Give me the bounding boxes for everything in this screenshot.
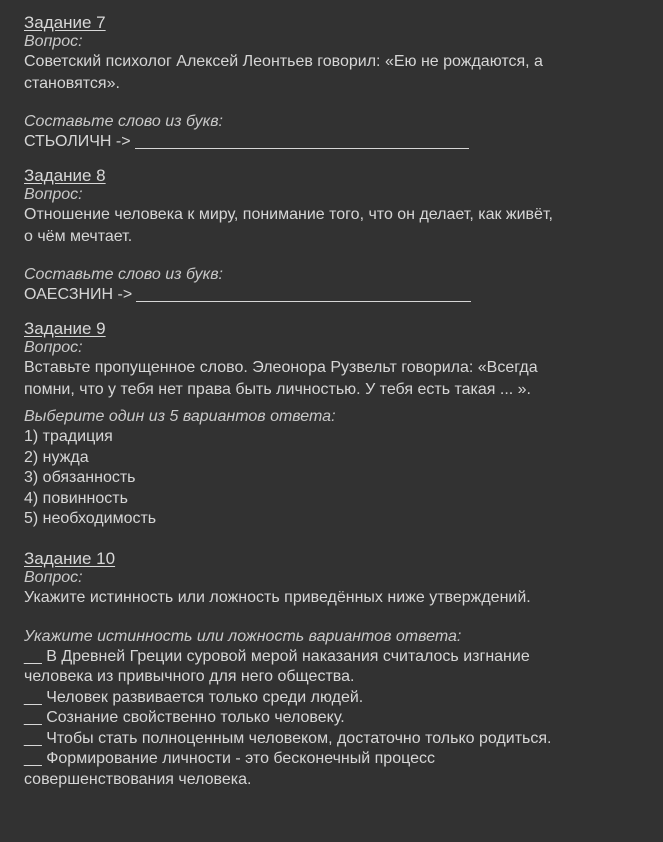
question-text-line: помни, что у тебя нет права быть личностью. У тебя есть такая ... ». (24, 381, 531, 398)
letters-prompt: ОАЕСЗНИН -> (24, 286, 133, 303)
answer-option[interactable]: 4) повинность (24, 489, 128, 507)
answer-blank[interactable] (136, 301, 471, 302)
quiz-page (24, 12, 649, 790)
answer-option[interactable]: 2) нужда (24, 448, 89, 466)
statement-line[interactable]: __ В Древней Греции суровой мерой наказания считалось изгнание (24, 647, 530, 665)
statement-line[interactable]: __ Человек развивается только среди людей. (24, 688, 364, 706)
answer-line (24, 285, 649, 305)
statement-line[interactable]: __ Сознание свойственно только человеку. (24, 709, 345, 726)
answer-option[interactable]: 5) необходимость (24, 510, 157, 527)
question-label: Вопрос: (24, 339, 83, 356)
question-text-line: Укажите истинность или ложность приведённых ниже утверждений. (24, 588, 531, 606)
task-title: Задание 10 (24, 548, 116, 568)
question-text-line: Отношение человека к миру, понимание того, что он делает, как живёт, (24, 206, 553, 223)
task-8 (24, 165, 649, 305)
instruction-text: Составьте слово из букв: (24, 266, 223, 283)
instruction-text: Составьте слово из букв: (24, 113, 223, 130)
task-title: Задание 7 (24, 13, 106, 32)
question-text-line: Советский психолог Алексей Леонтьев говорил: «Ею не рождаются, а (24, 53, 543, 70)
question-label: Вопрос: (24, 568, 83, 586)
statement-line: совершенствования человека. (24, 770, 252, 788)
answer-line (24, 132, 649, 152)
letters-prompt: СТЬОЛИЧН -> (24, 133, 131, 150)
statement-line: человека из привычного для него общества. (24, 668, 355, 685)
statement-line[interactable]: __ Чтобы стать полноценным человеком, достаточно только родиться. (24, 729, 552, 747)
statement-line[interactable]: __ Формирование личности - это бесконечный процесс (24, 750, 435, 767)
answer-blank[interactable] (135, 148, 469, 149)
instruction-text: Укажите истинность или ложность вариантов ответа: (24, 627, 462, 645)
task-10 (24, 548, 649, 791)
task-title: Задание 8 (24, 166, 106, 185)
question-text-line: Вставьте пропущенное слово. Элеонора Рузвельт говорила: «Всегда (24, 359, 538, 376)
answer-option[interactable]: 3) обязанность (24, 469, 136, 486)
task-title: Задание 9 (24, 319, 106, 338)
question-text-line: становятся». (24, 75, 120, 92)
question-label: Вопрос: (24, 186, 83, 203)
task-7 (24, 12, 649, 152)
task-9 (24, 318, 649, 530)
answer-option[interactable]: 1) традиция (24, 428, 113, 445)
question-label: Вопрос: (24, 33, 83, 50)
question-text-line: о чём мечтает. (24, 228, 133, 245)
instruction-text: Выберите один из 5 вариантов ответа: (24, 408, 336, 425)
